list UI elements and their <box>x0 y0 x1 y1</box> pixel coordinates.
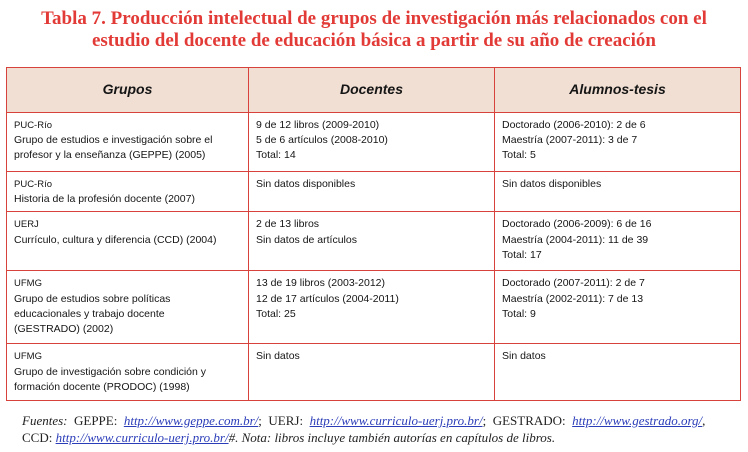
grupo-line: Grupo de investigación sobre condición y <box>14 365 207 378</box>
uerj-link[interactable]: http://www.curriculo-uerj.pro.br/ <box>309 413 483 428</box>
gestrado-link[interactable]: http://www.gestrado.org/ <box>572 413 703 428</box>
docentes-line: 5 de 6 artículos (2008-2010) <box>256 134 388 147</box>
cell-alumnos <box>495 172 741 212</box>
docentes-line: 9 de 12 libros (2009-2010) <box>256 119 380 131</box>
alumnos-line: Sin datos <box>502 350 546 363</box>
sources-line-1: Fuentes: GEPPE: http://www.geppe.com.br/; UERJ: http://www.curriculo-uerj.pro.br/; GESTRADO: http://www.gestrado.org/, <box>22 413 706 428</box>
grupo-line: profesor y la enseñanza (GEPPE) (2005) <box>14 149 206 162</box>
cell-grupo <box>7 271 249 344</box>
cell-alumnos <box>495 271 741 344</box>
grupo-line: formación docente (PRODOC) (1998) <box>14 380 190 393</box>
alumnos-line: Maestría (2002-2011): 7 de 13 <box>502 292 644 305</box>
title-line-2: estudio del docente de educación básica a partir de su año de creación <box>91 30 657 51</box>
docentes-line: 2 de 13 libros <box>256 218 320 231</box>
alumnos-line: Doctorado (2007-2011): 2 de 7 <box>502 277 645 290</box>
cell-alumnos <box>495 344 741 401</box>
ccd-label: CCD: <box>22 430 53 445</box>
table-row <box>7 271 741 344</box>
production-table <box>6 67 741 401</box>
gestrado-label: GESTRADO: <box>492 413 566 428</box>
grupo-line: educacionales y trabajo docente <box>14 307 165 320</box>
grupo-institution: UERJ <box>14 219 39 231</box>
docentes-line: Total: 14 <box>256 149 296 162</box>
geppe-link[interactable]: http://www.geppe.com.br/ <box>123 413 259 428</box>
docentes-line: 12 de 17 artículos (2004-2011) <box>256 292 399 305</box>
table-row <box>7 344 741 401</box>
alumnos-line: Doctorado (2006-2009): 6 de 16 <box>502 218 652 231</box>
nota-text: #. Nota: libros incluye también autorías en capítulos de libros. <box>228 430 556 445</box>
cell-grupo <box>7 113 249 172</box>
docentes-line: Total: 25 <box>256 307 296 320</box>
table-title <box>0 8 748 52</box>
cell-docentes <box>249 344 495 401</box>
grupo-line: Grupo de estudios sobre políticas <box>14 292 171 305</box>
alumnos-line: Sin datos disponibles <box>502 178 602 190</box>
table-row <box>7 113 741 172</box>
ccd-link[interactable]: http://www.curriculo-uerj.pro.br/ <box>55 430 229 445</box>
alumnos-line: Maestría (2007-2011): 3 de 7 <box>502 134 638 147</box>
grupo-line: Grupo de estudios e investigación sobre el <box>14 134 213 147</box>
cell-grupo <box>7 212 249 271</box>
cell-docentes <box>249 113 495 172</box>
geppe-label: GEPPE: <box>73 413 118 428</box>
uerj-label: UERJ: <box>268 413 304 428</box>
cell-docentes <box>249 271 495 344</box>
sources-label: Fuentes: <box>22 413 68 428</box>
sources-note <box>22 412 742 446</box>
alumnos-line: Doctorado (2006-2010): 2 de 6 <box>502 119 646 131</box>
grupo-line: Currículo, cultura y diferencia (CCD) (2004) <box>14 233 217 246</box>
alumnos-line: Total: 9 <box>502 307 536 320</box>
cell-grupo <box>7 172 249 212</box>
grupo-institution: UFMG <box>14 278 42 290</box>
header-alumnos-tesis: Alumnos-tesis <box>495 68 741 113</box>
sources-line-2 <box>22 429 742 446</box>
docentes-line: Sin datos disponibles <box>256 178 356 190</box>
docentes-line: 13 de 19 libros (2003-2012) <box>256 277 386 290</box>
alumnos-line: Maestría (2004-2011): 11 de 39 <box>502 233 649 246</box>
grupo-line: (GESTRADO) (2002) <box>14 323 114 336</box>
alumnos-line: Total: 5 <box>502 149 536 162</box>
grupo-institution: UFMG <box>14 351 42 363</box>
title-line-1: Tabla 7. Producción intelectual de grupos de investigación más relacionados con el <box>41 8 707 29</box>
grupo-institution: PUC-Río <box>14 120 53 131</box>
alumnos-line: Total: 17 <box>502 248 542 261</box>
header-grupos: Grupos <box>7 68 249 113</box>
table-row <box>7 212 741 271</box>
header-row <box>7 68 741 113</box>
docentes-line: Sin datos <box>256 350 300 363</box>
header-docentes: Docentes <box>249 68 495 113</box>
docentes-line: Sin datos de artículos <box>256 233 357 246</box>
grupo-institution: PUC-Río <box>14 179 53 190</box>
cell-docentes <box>249 172 495 212</box>
grupo-line: Historia de la profesión docente (2007) <box>14 193 195 206</box>
cell-alumnos <box>495 113 741 172</box>
cell-docentes <box>249 212 495 271</box>
cell-alumnos <box>495 212 741 271</box>
cell-grupo <box>7 344 249 401</box>
table-row <box>7 172 741 212</box>
